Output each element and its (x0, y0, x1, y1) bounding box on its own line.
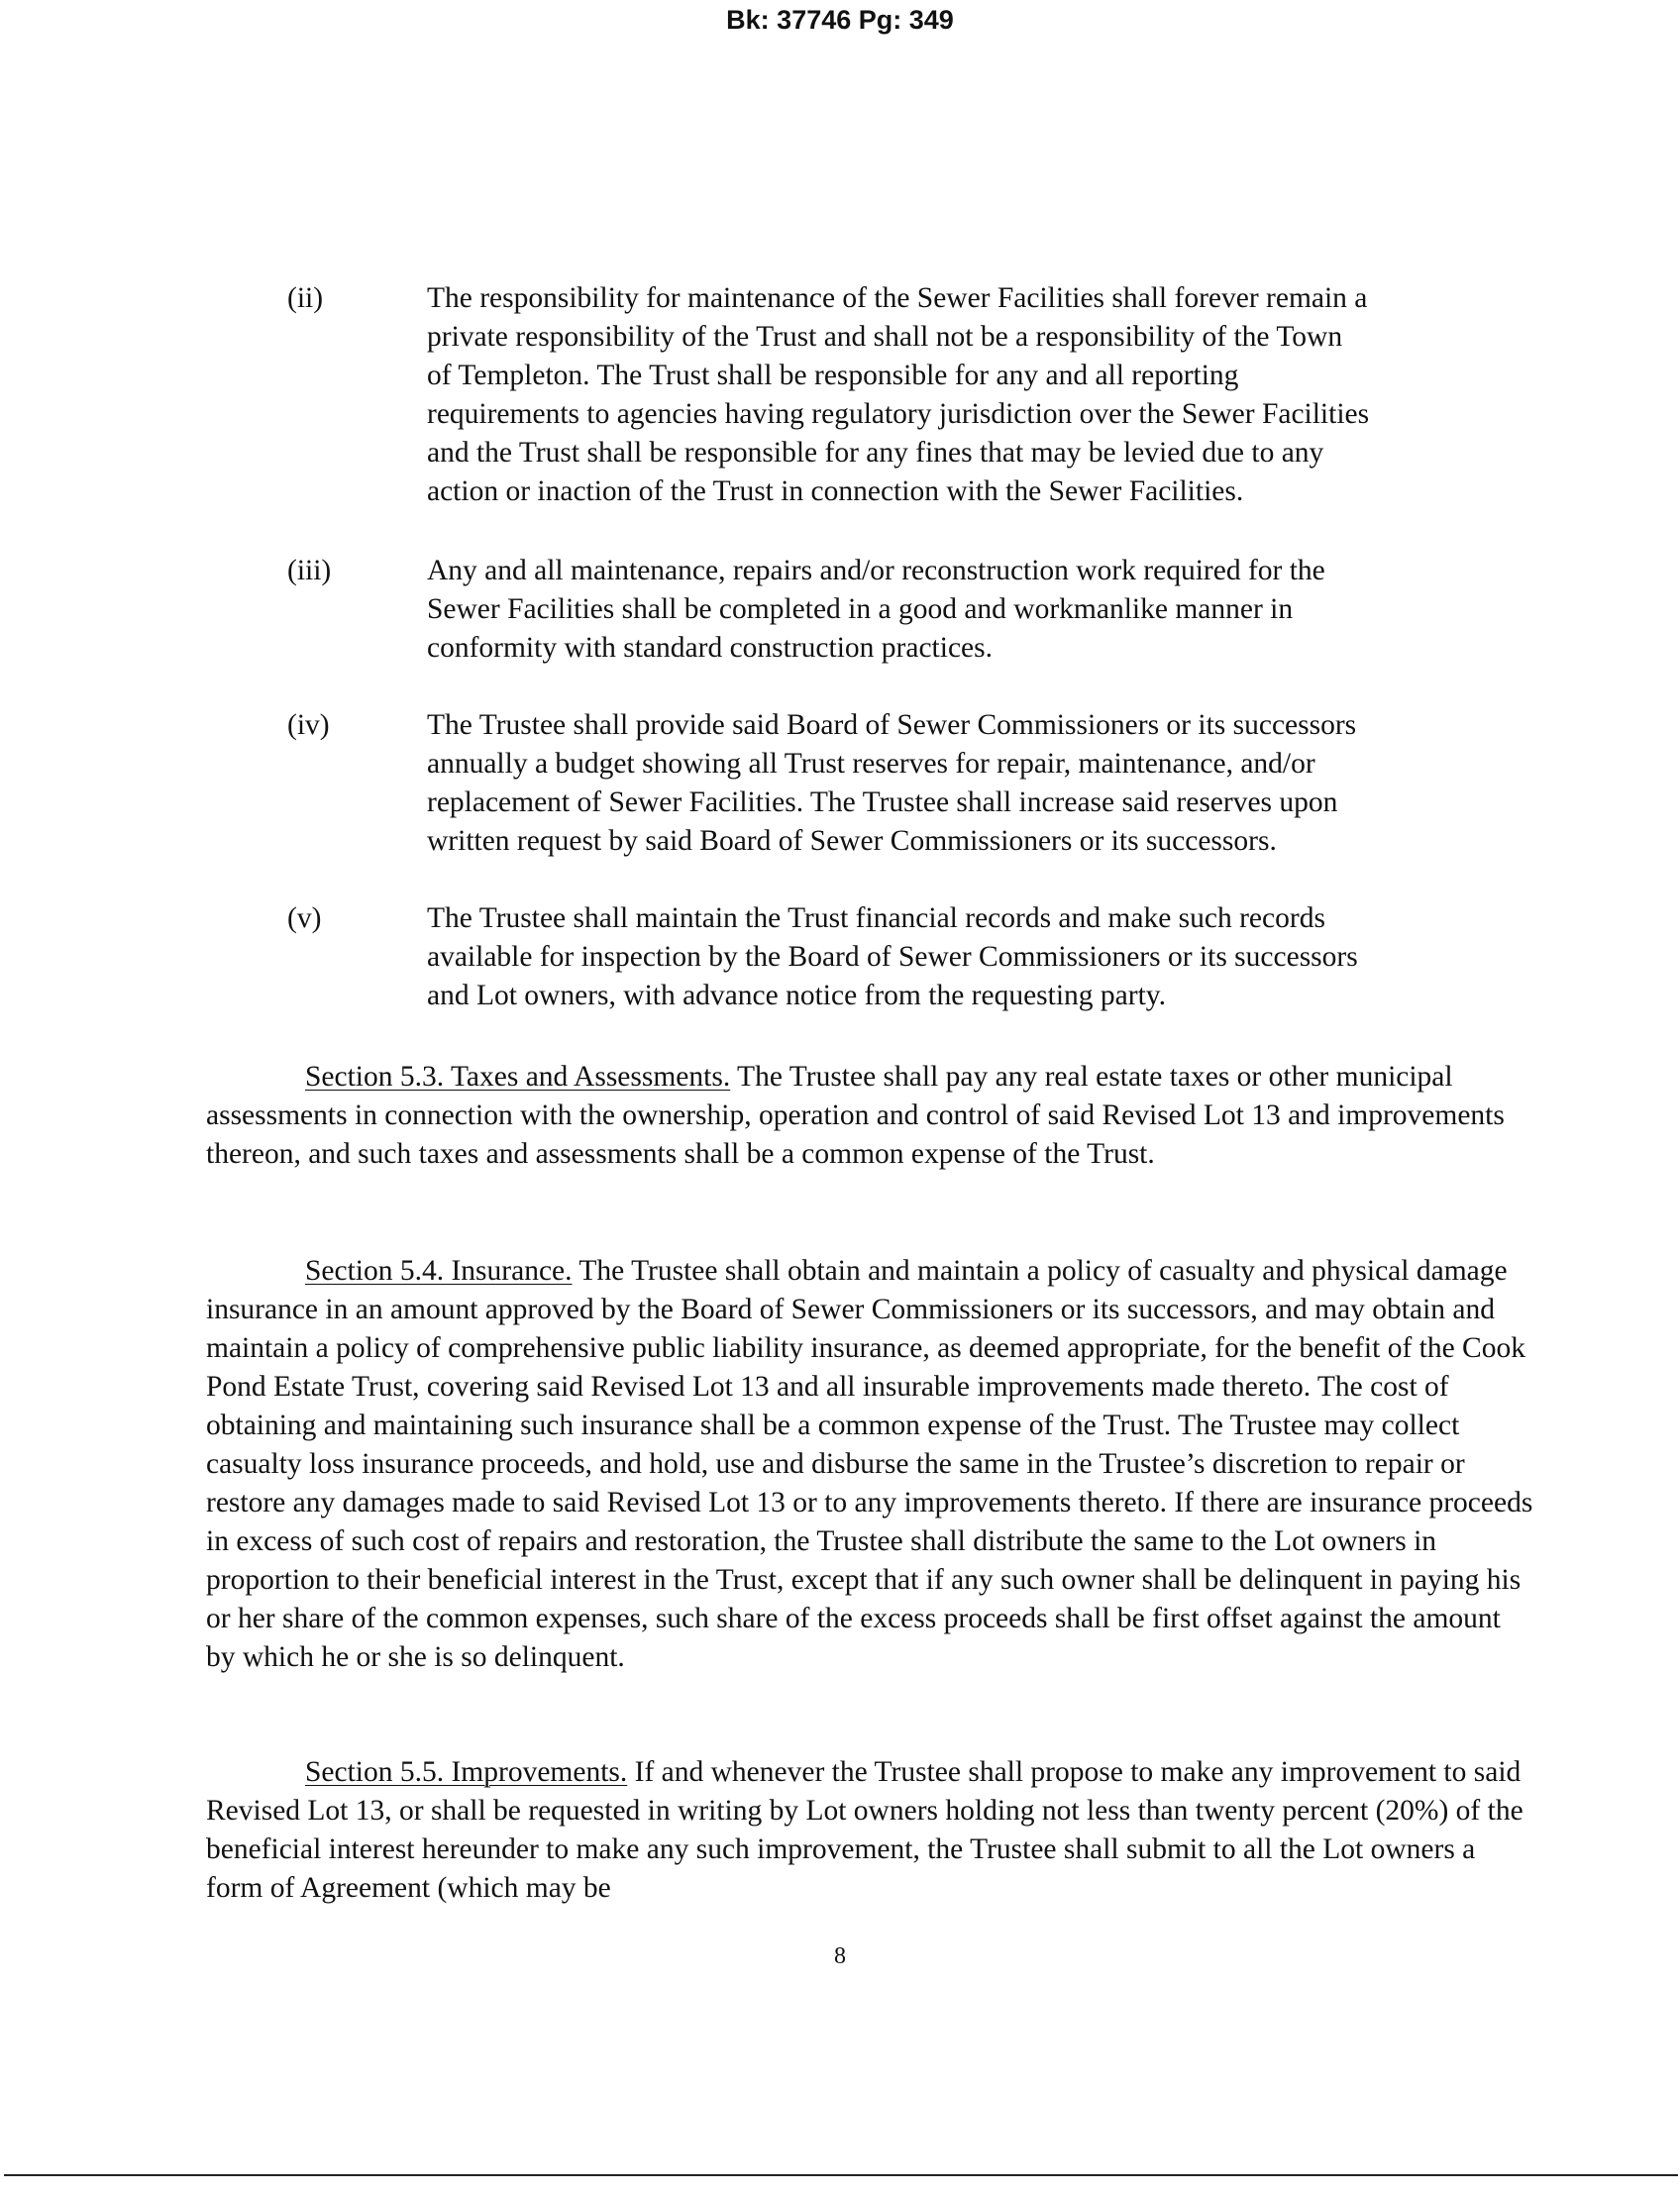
section-5-3 (206, 1058, 1533, 1174)
subsection-number: (v) (287, 902, 322, 934)
bottom-rule (4, 2174, 1678, 2176)
section-5-5 (206, 1753, 1533, 1908)
subsection-text: The responsibility for maintenance of the Sewer Facilities shall forever remain a private responsibility of the Trust and shall not be a responsibility of the Town of Templeton. The Trust shall be responsible for any and all reporting requirements to agencies having regulatory jurisdiction over the Sewer Facilities and the Trust shall be responsible for any fines that may be levied due to any action or inaction of the Trust in connection with the Sewer Facilities. (427, 282, 1370, 507)
section-heading: Section 5.3. Taxes and Assessments. (305, 1061, 731, 1093)
section-5-4 (206, 1252, 1533, 1677)
subsection-number: (iv) (287, 709, 330, 741)
subsection-text: The Trustee shall provide said Board of Sewer Commissioners or its successors annually a budget showing all Trust reserves for repair, maintenance, and/or replacement of Sewer Facilities. The Trustee shall increase said reserves upon written request by said Board of Sewer Commissioners or its successors. (427, 709, 1357, 857)
section-body: The Trustee shall pay any real estate taxes or other municipal assessments in connection with the ownership, operation and control of said Revised Lot 13 and improvements thereon, and such taxes and assessments shall be a common expense of the Trust. (206, 1061, 1505, 1170)
section-body: The Trustee shall obtain and maintain a policy of casualty and physical damage insurance in an amount approved by the Board of Sewer Commissioners or its successors, and may obtain and maintain a policy of comprehensive public liability insurance, as deemed appropriate, for the benefit of the Cook Pond Estate Trust, covering said Revised Lot 13 and all insurable improvements made thereto. The cost of obtaining and maintaining such insurance shall be a common expense of the Trust. The Trustee may collect casualty loss insurance proceeds, and hold, use and disburse the same in the Trustee’s discretion to repair or restore any damages made to said Revised Lot 13 or to any improvements thereto. If there are insurance proceeds in excess of such cost of repairs and restoration, the Trustee shall distribute the same to the Lot owners in proportion to their beneficial interest in the Trust, except that if any such owner shall be delinquent in paying his or her share of the common expenses, such share of the excess proceeds shall be first offset against the amount by which he or she is so delinquent. (206, 1255, 1533, 1673)
subsection-number: (ii) (287, 282, 324, 314)
section-heading: Section 5.5. Improvements. (305, 1756, 628, 1788)
book-page-stamp: Bk: 37746 Pg: 349 (726, 5, 954, 35)
subsection-text: The Trustee shall maintain the Trust financial records and make such records available for inspection by the Board of Sewer Commissioners or its successors and Lot owners, with advance notice from the requesting party. (427, 902, 1358, 1011)
page-number: 8 (834, 1943, 846, 1969)
section-body: If and whenever the Trustee shall propose to make any improvement to said Revised Lot 13, or shall be requested in writing by Lot owners holding not less than twenty percent (20%) of the beneficial interest hereunder to make any such improvement, the Trustee shall submit to all the Lot owners a form of Agreement (which may be (206, 1756, 1523, 1904)
subsection-number: (iii) (287, 555, 332, 586)
subsection-text: Any and all maintenance, repairs and/or reconstruction work required for the Sewer Facilities shall be completed in a good and workmanlike manner in conformity with standard construction practices. (427, 555, 1325, 664)
section-heading: Section 5.4. Insurance. (305, 1255, 573, 1287)
